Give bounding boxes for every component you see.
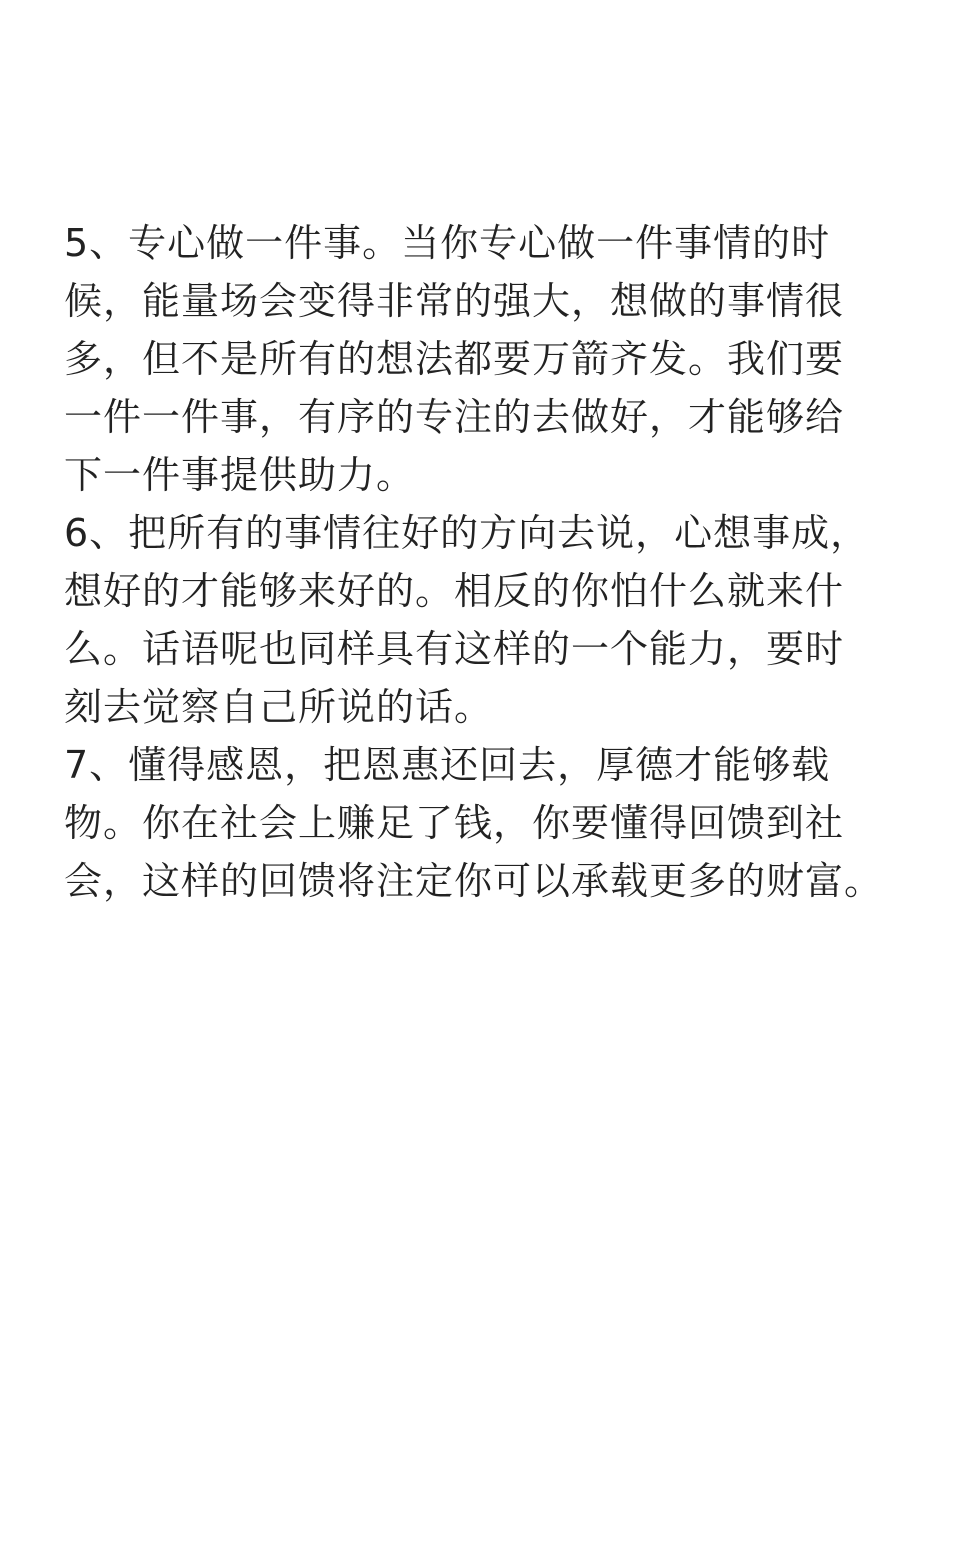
text-line: 6、把所有的事情往好的方向去说，心想事成， [64,511,870,555]
text-line: 5、专心做一件事。当你专心做一件事情的时 [64,221,831,265]
text-line: 多，但不是所有的想法都要万箭齐发。我们要 [64,337,845,381]
text-line: 下一件事提供助力。 [64,453,416,497]
text-line: 想好的才能够来好的。相反的你怕什么就来什 [64,569,845,613]
paragraph-5 [64,214,904,504]
paragraph-7 [64,736,904,910]
text-line: 一件一件事，有序的专注的去做好，才能够给 [64,395,845,439]
text-line: 7、懂得感恩，把恩惠还回去，厚德才能够载 [64,743,831,787]
text-line: 会，这样的回馈将注定你可以承载更多的财富。 [64,859,884,903]
text-line: 物。你在社会上赚足了钱，你要懂得回馈到社 [64,801,845,845]
article-body [64,214,904,910]
paragraph-6 [64,504,904,736]
text-line: 刻去觉察自己所说的话。 [64,685,494,729]
text-line: 么。话语呢也同样具有这样的一个能力，要时 [64,627,845,671]
text-line: 候，能量场会变得非常的强大，想做的事情很 [64,279,845,323]
